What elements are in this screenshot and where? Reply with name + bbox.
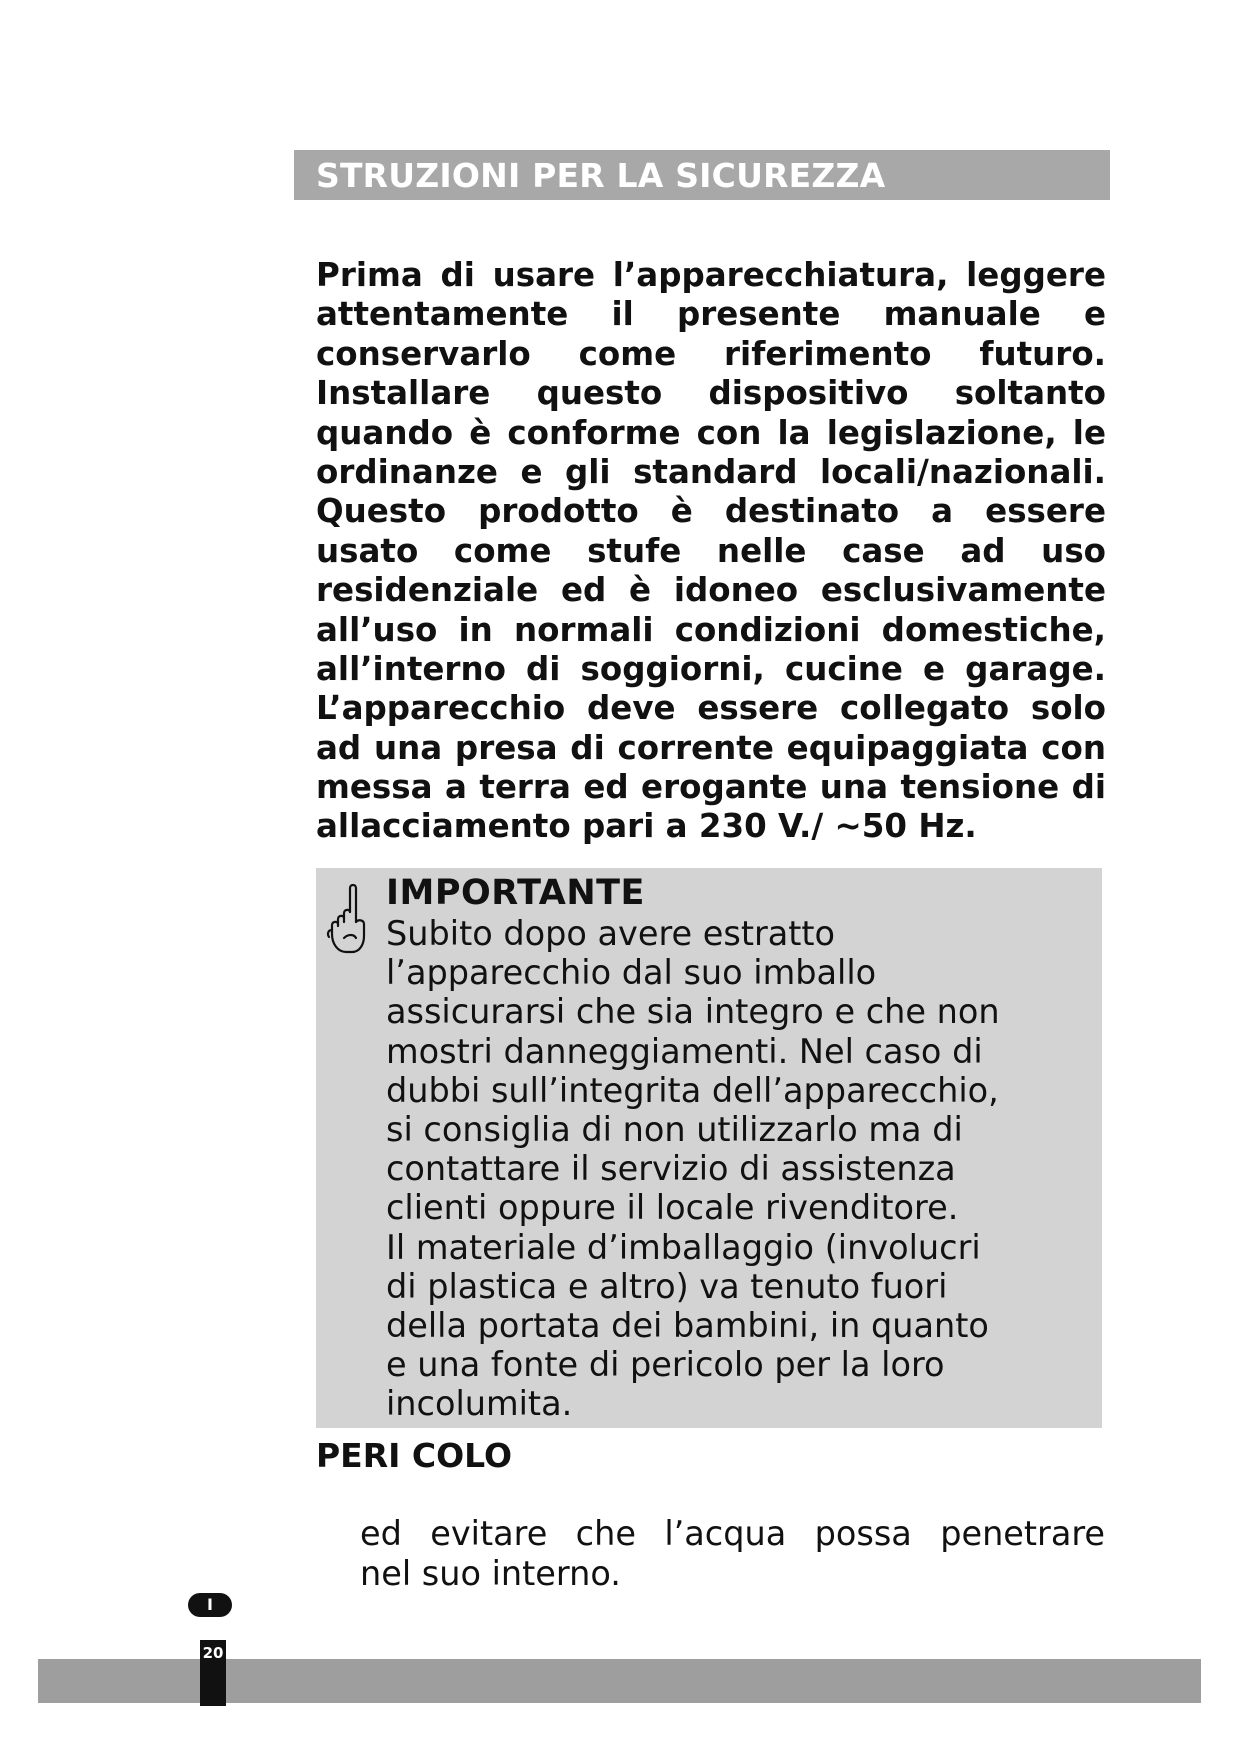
notice-line: si consiglia di non utilizzarlo ma di <box>386 1109 963 1149</box>
notice-line: della portata dei bambini, in quanto <box>386 1305 989 1345</box>
notice-line: di plastica e altro) va tenuto fuori <box>386 1266 948 1306</box>
intro-line: messa a terra ed erogante una tensione di <box>316 768 1106 807</box>
intro-line: attentamente il presente manuale e <box>316 295 1106 334</box>
language-badge: I <box>188 1593 232 1617</box>
notice-line: mostri danneggiamenti. Nel caso di <box>386 1031 983 1071</box>
intro-line: Questo prodotto è destinato a essere <box>316 492 1106 531</box>
notice-line: assicurarsi che sia integro e che non <box>386 992 1000 1032</box>
intro-line: Prima di usare l’apparecchiatura, leggere <box>316 256 1106 294</box>
important-notice-box <box>316 868 1102 1428</box>
danger-title: PERI COLO <box>316 1436 513 1475</box>
intro-line: residenziale ed è idoneo esclusivamente <box>316 571 1106 610</box>
notice-title: IMPORTANTE <box>386 873 645 913</box>
notice-line: Il materiale d’imballaggio (involucri <box>386 1227 981 1267</box>
intro-line: L’apparecchio deve essere collegato solo <box>316 689 1106 728</box>
notice-line: l’apparecchio dal suo imballo <box>386 953 877 993</box>
intro-paragraph <box>316 256 1106 847</box>
intro-line: conservarlo come riferimento futuro. <box>316 334 1106 373</box>
intro-line: all’uso in normali condizioni domestiche, <box>316 610 1106 649</box>
page-number: 20 <box>202 1644 224 1662</box>
intro-line: quando è conforme con la legislazione, le <box>316 413 1106 452</box>
notice-line: incolumita. <box>386 1384 573 1424</box>
intro-line: ordinanze e gli standard locali/nazionali. <box>316 452 1106 491</box>
intro-line: Installare questo dispositivo soltanto <box>316 374 1106 413</box>
notice-content <box>386 872 1000 1423</box>
intro-line: all’interno di soggiorni, cucine e garage. <box>316 649 1106 688</box>
danger-line: nel suo interno. <box>360 1553 621 1593</box>
danger-paragraph <box>360 1514 1105 1593</box>
intro-line: usato come stufe nelle case ad uso <box>316 531 1106 570</box>
section-title: STRUZIONI PER LA SICUREZZA <box>316 155 886 195</box>
intro-line: ad una presa di corrente equipaggiata con <box>316 728 1106 767</box>
intro-line: allacciamento pari a 230 V./ ~50 Hz. <box>316 807 977 846</box>
page-number-tab <box>200 1640 226 1706</box>
notice-line: dubbi sull’integrita dell’apparecchio, <box>386 1070 999 1110</box>
pointing-hand-icon <box>324 882 370 958</box>
danger-line: ed evitare che l’acqua possa penetrare <box>360 1514 1105 1553</box>
notice-line: e una fonte di pericolo per la loro <box>386 1345 945 1385</box>
notice-line: contattare il servizio di assistenza <box>386 1149 956 1189</box>
section-header-bar <box>294 150 1110 200</box>
notice-line: clienti oppure il locale rivenditore. <box>386 1188 959 1228</box>
notice-line: Subito dopo avere estratto <box>386 914 836 953</box>
